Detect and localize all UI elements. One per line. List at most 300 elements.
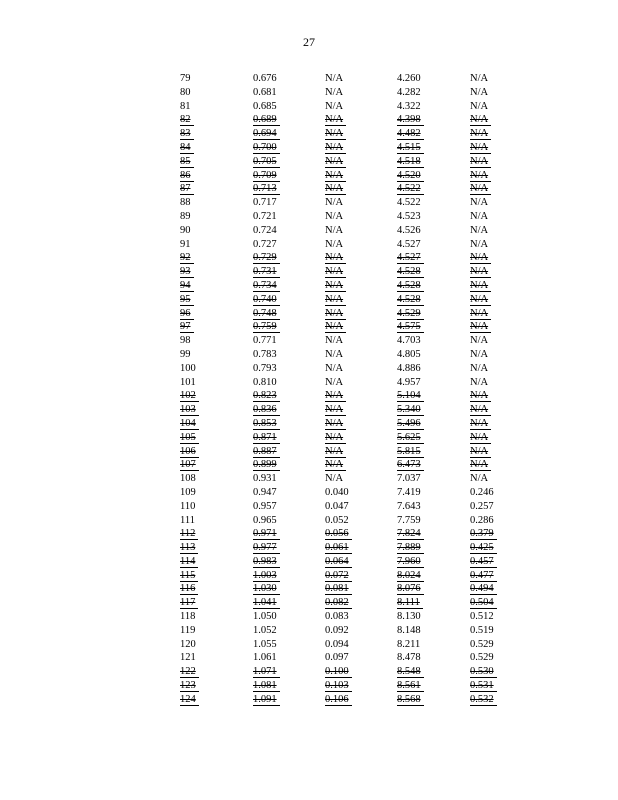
cell-value: 81 bbox=[180, 100, 191, 112]
table-row bbox=[180, 651, 510, 665]
table-cell bbox=[325, 376, 397, 390]
page-number: 27 bbox=[303, 35, 315, 49]
table-cell bbox=[397, 238, 470, 252]
table-cell bbox=[470, 445, 510, 459]
table-row-struck bbox=[180, 665, 510, 679]
table-cell bbox=[397, 196, 470, 210]
cell-value: 4.260 bbox=[397, 73, 421, 84]
table-cell bbox=[253, 210, 325, 224]
cell-value: N/A bbox=[325, 348, 344, 360]
table-cell bbox=[253, 334, 325, 348]
table-cell bbox=[253, 182, 325, 196]
cell-value: 0.056 bbox=[325, 528, 352, 540]
cell-value: 8.478 bbox=[397, 652, 421, 664]
table-cell bbox=[253, 155, 325, 169]
cell-value: N/A bbox=[325, 280, 346, 292]
table-cell bbox=[253, 527, 325, 541]
cell-value: 0.700 bbox=[253, 142, 280, 154]
table-cell bbox=[325, 100, 397, 114]
table-cell bbox=[470, 224, 510, 238]
cell-value: 0.836 bbox=[253, 404, 280, 416]
cell-value: 8.548 bbox=[397, 666, 424, 678]
table-cell bbox=[180, 665, 253, 679]
cell-value: N/A bbox=[325, 362, 344, 374]
cell-value: 0.676 bbox=[253, 73, 277, 84]
cell-value: 113 bbox=[180, 542, 198, 554]
table-cell bbox=[180, 210, 253, 224]
table-cell bbox=[470, 127, 510, 141]
cell-value: 1.050 bbox=[253, 611, 277, 623]
table-cell bbox=[470, 293, 510, 307]
table-cell bbox=[397, 403, 470, 417]
cell-value: 0.072 bbox=[325, 570, 352, 582]
cell-value: 95 bbox=[180, 294, 194, 306]
cell-value: 114 bbox=[180, 556, 198, 568]
table-row bbox=[180, 500, 510, 514]
cell-value: 0.103 bbox=[325, 680, 352, 692]
table-cell bbox=[470, 541, 510, 555]
cell-value: 80 bbox=[180, 86, 191, 98]
table-cell bbox=[325, 527, 397, 541]
cell-value: N/A bbox=[325, 266, 346, 278]
table-cell bbox=[397, 389, 470, 403]
table-cell bbox=[180, 651, 253, 665]
table-cell bbox=[253, 169, 325, 183]
table-cell bbox=[180, 238, 253, 252]
table-cell bbox=[397, 665, 470, 679]
table-cell bbox=[397, 320, 470, 334]
cell-value: 8.130 bbox=[397, 611, 421, 623]
cell-value: N/A bbox=[470, 114, 491, 126]
cell-value: N/A bbox=[325, 224, 344, 236]
cell-value: 0.530 bbox=[470, 666, 497, 678]
table-cell bbox=[253, 472, 325, 486]
cell-value: 0.379 bbox=[470, 528, 497, 540]
table-cell bbox=[180, 141, 253, 155]
table-cell bbox=[397, 596, 470, 610]
table-cell bbox=[397, 514, 470, 528]
cell-value: 0.425 bbox=[470, 542, 497, 554]
table-cell bbox=[253, 251, 325, 265]
cell-value: N/A bbox=[470, 142, 491, 154]
cell-value: 0.097 bbox=[325, 652, 349, 664]
cell-value: 0.512 bbox=[470, 611, 494, 623]
cell-value: 0.793 bbox=[253, 362, 277, 374]
table-cell bbox=[470, 569, 510, 583]
table-cell bbox=[397, 141, 470, 155]
table-cell bbox=[180, 569, 253, 583]
cell-value: 4.528 bbox=[397, 294, 424, 306]
table-row bbox=[180, 362, 510, 376]
table-cell bbox=[325, 293, 397, 307]
table-cell bbox=[470, 182, 510, 196]
table-cell bbox=[180, 527, 253, 541]
cell-value: 92 bbox=[180, 252, 194, 264]
table-cell bbox=[325, 210, 397, 224]
table-cell bbox=[397, 72, 470, 86]
cell-value: 123 bbox=[180, 680, 199, 692]
table-cell bbox=[253, 376, 325, 390]
cell-value: 90 bbox=[180, 224, 191, 236]
table-cell bbox=[470, 665, 510, 679]
cell-value: 8.024 bbox=[397, 570, 424, 582]
cell-value: N/A bbox=[470, 100, 489, 112]
cell-value: 105 bbox=[180, 432, 199, 444]
table-cell bbox=[397, 445, 470, 459]
table-cell bbox=[180, 486, 253, 500]
table-cell bbox=[470, 693, 510, 707]
table-cell bbox=[470, 555, 510, 569]
table-cell bbox=[470, 651, 510, 665]
cell-value: N/A bbox=[325, 73, 344, 84]
cell-value: 82 bbox=[180, 114, 194, 126]
cell-value: 0.734 bbox=[253, 280, 280, 292]
cell-value: 0.106 bbox=[325, 694, 352, 706]
cell-value: 96 bbox=[180, 308, 194, 320]
cell-value: 0.052 bbox=[325, 514, 349, 526]
table-row-struck bbox=[180, 596, 510, 610]
table-cell bbox=[180, 334, 253, 348]
table-cell bbox=[325, 113, 397, 127]
table-cell bbox=[470, 210, 510, 224]
cell-value: 0.783 bbox=[253, 348, 277, 360]
table-cell bbox=[180, 624, 253, 638]
table-cell bbox=[325, 486, 397, 500]
cell-value: N/A bbox=[325, 252, 346, 264]
table-cell bbox=[325, 624, 397, 638]
table-cell bbox=[470, 265, 510, 279]
table-cell bbox=[397, 431, 470, 445]
table-cell bbox=[397, 113, 470, 127]
table-cell bbox=[397, 624, 470, 638]
table-cell bbox=[180, 320, 253, 334]
table-cell bbox=[397, 472, 470, 486]
table-cell bbox=[470, 624, 510, 638]
table-cell bbox=[325, 472, 397, 486]
table-row bbox=[180, 334, 510, 348]
table-row bbox=[180, 348, 510, 362]
table-cell bbox=[253, 279, 325, 293]
cell-value: 0.246 bbox=[470, 486, 494, 498]
table-row bbox=[180, 472, 510, 486]
cell-value: 0.061 bbox=[325, 542, 352, 554]
table-cell bbox=[397, 417, 470, 431]
table-cell bbox=[253, 307, 325, 321]
cell-value: 89 bbox=[180, 210, 191, 222]
cell-value: N/A bbox=[470, 321, 491, 333]
cell-value: 4.522 bbox=[397, 183, 424, 195]
cell-value: 112 bbox=[180, 528, 198, 540]
cell-value: 0.740 bbox=[253, 294, 280, 306]
cell-value: 1.091 bbox=[253, 694, 280, 706]
table-cell bbox=[325, 127, 397, 141]
cell-value: N/A bbox=[470, 197, 489, 209]
table-cell bbox=[397, 224, 470, 238]
cell-value: 115 bbox=[180, 570, 198, 582]
table-cell bbox=[470, 596, 510, 610]
table-cell bbox=[397, 155, 470, 169]
cell-value: 1.071 bbox=[253, 666, 280, 678]
cell-value: 0.094 bbox=[325, 638, 349, 650]
table-cell bbox=[253, 638, 325, 652]
cell-value: N/A bbox=[470, 86, 489, 98]
table-cell bbox=[470, 431, 510, 445]
table-row bbox=[180, 72, 510, 86]
table-row-struck bbox=[180, 279, 510, 293]
table-row-struck bbox=[180, 555, 510, 569]
cell-value: 120 bbox=[180, 638, 196, 650]
table-cell bbox=[470, 514, 510, 528]
table-cell bbox=[470, 238, 510, 252]
table-cell bbox=[325, 458, 397, 472]
cell-value: N/A bbox=[325, 238, 344, 250]
table-row-struck bbox=[180, 251, 510, 265]
cell-value: 0.504 bbox=[470, 597, 497, 609]
table-cell bbox=[397, 293, 470, 307]
table-cell bbox=[253, 679, 325, 693]
table-cell bbox=[180, 693, 253, 707]
table-body bbox=[180, 72, 510, 707]
table-cell bbox=[470, 527, 510, 541]
cell-value: 106 bbox=[180, 446, 199, 458]
table-cell bbox=[397, 610, 470, 624]
table-cell bbox=[397, 334, 470, 348]
table-cell bbox=[180, 431, 253, 445]
cell-value: 1.041 bbox=[253, 597, 280, 609]
table-cell bbox=[397, 251, 470, 265]
cell-value: 4.520 bbox=[397, 170, 424, 182]
data-table bbox=[180, 72, 510, 707]
table-row bbox=[180, 238, 510, 252]
table-cell bbox=[397, 265, 470, 279]
cell-value: 0.694 bbox=[253, 128, 280, 140]
table-row-struck bbox=[180, 582, 510, 596]
table-cell bbox=[253, 127, 325, 141]
table-cell bbox=[325, 196, 397, 210]
table-cell bbox=[325, 251, 397, 265]
cell-value: 0.977 bbox=[253, 542, 280, 554]
table-cell bbox=[470, 376, 510, 390]
table-row bbox=[180, 210, 510, 224]
table-cell bbox=[325, 638, 397, 652]
table-cell bbox=[325, 445, 397, 459]
cell-value: 0.081 bbox=[325, 583, 352, 595]
cell-value: 1.055 bbox=[253, 638, 277, 650]
cell-value: N/A bbox=[325, 156, 346, 168]
cell-value: 94 bbox=[180, 280, 194, 292]
table-cell bbox=[470, 610, 510, 624]
cell-value: N/A bbox=[470, 128, 491, 140]
cell-value: 4.575 bbox=[397, 321, 424, 333]
cell-value: N/A bbox=[470, 210, 489, 222]
table-cell bbox=[180, 100, 253, 114]
cell-value: N/A bbox=[470, 432, 491, 444]
table-cell bbox=[470, 320, 510, 334]
table-row bbox=[180, 86, 510, 100]
table-cell bbox=[470, 638, 510, 652]
table-row bbox=[180, 624, 510, 638]
cell-value: 0.871 bbox=[253, 432, 280, 444]
cell-value: 0.494 bbox=[470, 583, 497, 595]
table-cell bbox=[325, 417, 397, 431]
table-cell bbox=[253, 86, 325, 100]
cell-value: 91 bbox=[180, 238, 191, 250]
table-cell bbox=[253, 72, 325, 86]
cell-value: N/A bbox=[325, 86, 344, 98]
cell-value: 4.522 bbox=[397, 197, 421, 209]
table-cell bbox=[397, 182, 470, 196]
table-cell bbox=[470, 72, 510, 86]
cell-value: 4.482 bbox=[397, 128, 424, 140]
cell-value: 6.473 bbox=[397, 459, 424, 471]
table-cell bbox=[180, 541, 253, 555]
cell-value: 0.529 bbox=[470, 638, 494, 650]
table-cell bbox=[397, 348, 470, 362]
cell-value: 1.003 bbox=[253, 570, 280, 582]
cell-value: 0.727 bbox=[253, 238, 277, 250]
table-cell bbox=[253, 348, 325, 362]
table-row-struck bbox=[180, 679, 510, 693]
cell-value: 118 bbox=[180, 611, 196, 623]
cell-value: 0.748 bbox=[253, 308, 280, 320]
cell-value: N/A bbox=[470, 308, 491, 320]
table-cell bbox=[470, 403, 510, 417]
table-cell bbox=[180, 403, 253, 417]
cell-value: 0.531 bbox=[470, 680, 497, 692]
table-cell bbox=[253, 514, 325, 528]
cell-value: N/A bbox=[470, 183, 491, 195]
table-row-struck bbox=[180, 431, 510, 445]
table-cell bbox=[180, 251, 253, 265]
table-cell bbox=[470, 389, 510, 403]
table-row-struck bbox=[180, 541, 510, 555]
cell-value: 85 bbox=[180, 156, 194, 168]
cell-value: N/A bbox=[470, 459, 491, 471]
table-cell bbox=[253, 100, 325, 114]
cell-value: 1.081 bbox=[253, 680, 280, 692]
cell-value: 0.709 bbox=[253, 170, 280, 182]
cell-value: 0.457 bbox=[470, 556, 497, 568]
cell-value: 100 bbox=[180, 362, 196, 374]
table-cell bbox=[253, 265, 325, 279]
table-cell bbox=[180, 113, 253, 127]
cell-value: 0.286 bbox=[470, 514, 494, 526]
table-cell bbox=[253, 610, 325, 624]
table-cell bbox=[325, 555, 397, 569]
table-cell bbox=[397, 527, 470, 541]
cell-value: 0.532 bbox=[470, 694, 497, 706]
cell-value: 0.853 bbox=[253, 418, 280, 430]
cell-value: 107 bbox=[180, 459, 199, 471]
cell-value: 83 bbox=[180, 128, 194, 140]
table-cell bbox=[397, 500, 470, 514]
cell-value: N/A bbox=[325, 142, 346, 154]
table-cell bbox=[325, 238, 397, 252]
table-cell bbox=[325, 693, 397, 707]
table-cell bbox=[180, 555, 253, 569]
table-cell bbox=[470, 307, 510, 321]
cell-value: 4.528 bbox=[397, 280, 424, 292]
table-cell bbox=[253, 403, 325, 417]
cell-value: 7.759 bbox=[397, 514, 421, 526]
table-cell bbox=[470, 113, 510, 127]
table-cell bbox=[325, 403, 397, 417]
cell-value: 0.899 bbox=[253, 459, 280, 471]
cell-value: N/A bbox=[470, 224, 489, 236]
table-cell bbox=[325, 182, 397, 196]
table-cell bbox=[397, 100, 470, 114]
table-cell bbox=[397, 638, 470, 652]
table-cell bbox=[397, 307, 470, 321]
table-cell bbox=[325, 141, 397, 155]
cell-value: N/A bbox=[325, 321, 346, 333]
cell-value: N/A bbox=[470, 418, 491, 430]
table-cell bbox=[325, 348, 397, 362]
table-cell bbox=[470, 155, 510, 169]
cell-value: 84 bbox=[180, 142, 194, 154]
table-row bbox=[180, 376, 510, 390]
table-cell bbox=[397, 376, 470, 390]
cell-value: N/A bbox=[470, 252, 491, 264]
table-cell bbox=[397, 555, 470, 569]
cell-value: 0.729 bbox=[253, 252, 280, 264]
cell-value: 7.960 bbox=[397, 556, 424, 568]
cell-value: 8.211 bbox=[397, 638, 421, 650]
table-cell bbox=[180, 127, 253, 141]
table-cell bbox=[253, 665, 325, 679]
table-cell bbox=[253, 362, 325, 376]
table-cell bbox=[397, 127, 470, 141]
table-cell bbox=[397, 582, 470, 596]
table-cell bbox=[253, 458, 325, 472]
table-cell bbox=[470, 348, 510, 362]
cell-value: 4.886 bbox=[397, 362, 421, 374]
table-row-struck bbox=[180, 155, 510, 169]
cell-value: N/A bbox=[470, 390, 491, 402]
cell-value: 4.398 bbox=[397, 114, 424, 126]
cell-value: 122 bbox=[180, 666, 199, 678]
table-cell bbox=[325, 334, 397, 348]
table-cell bbox=[180, 362, 253, 376]
table-cell bbox=[180, 307, 253, 321]
cell-value: 109 bbox=[180, 486, 196, 498]
cell-value: N/A bbox=[325, 335, 344, 347]
cell-value: N/A bbox=[325, 418, 346, 430]
table-cell bbox=[253, 113, 325, 127]
cell-value: N/A bbox=[325, 183, 346, 195]
cell-value: 7.889 bbox=[397, 542, 424, 554]
cell-value: 0.983 bbox=[253, 556, 280, 568]
cell-value: 4.523 bbox=[397, 210, 421, 222]
cell-value: 4.529 bbox=[397, 308, 424, 320]
table-cell bbox=[470, 500, 510, 514]
table-cell bbox=[325, 651, 397, 665]
cell-value: 0.887 bbox=[253, 446, 280, 458]
cell-value: 86 bbox=[180, 170, 194, 182]
cell-value: 117 bbox=[180, 597, 198, 609]
cell-value: N/A bbox=[470, 335, 489, 347]
cell-value: 7.824 bbox=[397, 528, 424, 540]
cell-value: 110 bbox=[180, 500, 196, 512]
cell-value: N/A bbox=[325, 376, 344, 388]
cell-value: N/A bbox=[470, 266, 491, 278]
table-cell bbox=[253, 486, 325, 500]
cell-value: 8.148 bbox=[397, 624, 421, 636]
cell-value: 119 bbox=[180, 624, 196, 636]
cell-value: N/A bbox=[470, 294, 491, 306]
cell-value: 0.082 bbox=[325, 597, 352, 609]
cell-value: 0.689 bbox=[253, 114, 280, 126]
